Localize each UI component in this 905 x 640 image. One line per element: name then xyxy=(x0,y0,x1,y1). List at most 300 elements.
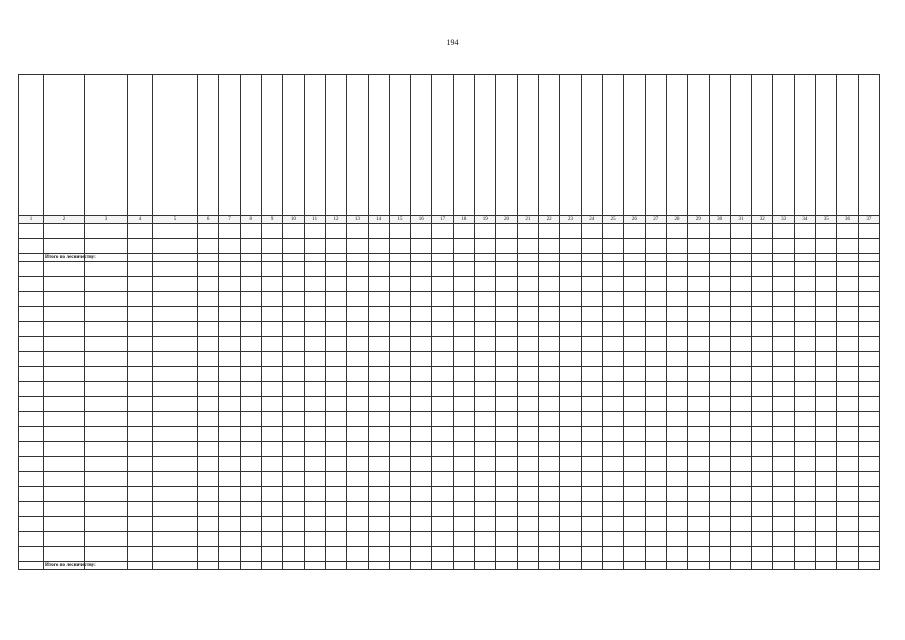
table-cell xyxy=(347,532,368,547)
table-cell xyxy=(624,307,645,322)
table-cell xyxy=(858,412,879,427)
table-cell xyxy=(304,239,325,254)
table-cell xyxy=(261,487,282,502)
table-cell xyxy=(368,487,389,502)
table-cell xyxy=(666,472,687,487)
table-cell xyxy=(730,367,751,382)
table-cell xyxy=(240,517,261,532)
table-cell xyxy=(128,292,153,307)
table-cell xyxy=(85,307,128,322)
column-number: 19 xyxy=(475,216,496,224)
table-cell xyxy=(153,562,198,570)
table-cell xyxy=(261,254,282,262)
table-cell xyxy=(389,224,410,239)
table-row xyxy=(19,517,880,532)
table-cell xyxy=(85,517,128,532)
table-cell xyxy=(666,442,687,457)
table-cell xyxy=(688,292,709,307)
table-cell xyxy=(645,322,666,337)
table-cell xyxy=(283,517,304,532)
table-cell xyxy=(44,337,85,352)
table-cell xyxy=(219,382,240,397)
table-cell xyxy=(219,239,240,254)
table-cell xyxy=(560,487,581,502)
table-cell xyxy=(347,502,368,517)
table-cell xyxy=(816,254,837,262)
table-cell xyxy=(539,547,560,562)
table-cell xyxy=(539,292,560,307)
table-cell xyxy=(858,427,879,442)
table-cell xyxy=(261,322,282,337)
table-cell xyxy=(539,337,560,352)
table-cell xyxy=(666,367,687,382)
table-cell xyxy=(602,352,623,367)
table-cell xyxy=(368,532,389,547)
table-cell xyxy=(858,442,879,457)
table-cell xyxy=(496,367,517,382)
table-cell xyxy=(389,532,410,547)
table-cell xyxy=(837,367,858,382)
table-cell xyxy=(389,322,410,337)
table-cell xyxy=(44,224,85,239)
column-number: 11 xyxy=(304,216,325,224)
table-cell xyxy=(624,337,645,352)
table-cell xyxy=(19,224,44,239)
table-cell xyxy=(325,382,346,397)
table-cell xyxy=(560,427,581,442)
table-cell xyxy=(496,472,517,487)
table-cell xyxy=(368,307,389,322)
table-cell xyxy=(773,337,794,352)
table-cell xyxy=(453,307,474,322)
table-cell xyxy=(858,517,879,532)
table-cell xyxy=(517,457,538,472)
column-number: 4 xyxy=(128,216,153,224)
column-number: 25 xyxy=(602,216,623,224)
table-cell xyxy=(283,412,304,427)
table-cell xyxy=(773,517,794,532)
table-cell xyxy=(453,502,474,517)
table-cell xyxy=(773,262,794,277)
table-cell xyxy=(496,277,517,292)
table-cell xyxy=(517,427,538,442)
table-cell xyxy=(261,262,282,277)
table-cell xyxy=(730,254,751,262)
table-cell xyxy=(752,262,773,277)
table-cell xyxy=(85,382,128,397)
table-cell xyxy=(389,254,410,262)
table-cell xyxy=(368,397,389,412)
table-cell xyxy=(44,502,85,517)
table-cell xyxy=(389,442,410,457)
table-cell xyxy=(645,502,666,517)
table-cell xyxy=(475,239,496,254)
table-cell xyxy=(560,224,581,239)
table-cell xyxy=(858,532,879,547)
table-cell xyxy=(730,307,751,322)
table-cell xyxy=(325,292,346,307)
table-cell xyxy=(411,547,432,562)
table-cell xyxy=(240,337,261,352)
table-cell xyxy=(794,262,815,277)
table-cell xyxy=(581,254,602,262)
table-cell xyxy=(453,457,474,472)
table-row xyxy=(19,397,880,412)
table-cell xyxy=(581,427,602,442)
table-cell xyxy=(432,442,453,457)
table-cell xyxy=(752,307,773,322)
table-cell xyxy=(773,472,794,487)
table-cell xyxy=(666,532,687,547)
table-cell xyxy=(816,412,837,427)
table-cell xyxy=(688,337,709,352)
table-cell xyxy=(432,562,453,570)
table-cell xyxy=(645,442,666,457)
table-cell xyxy=(128,382,153,397)
table-cell xyxy=(347,472,368,487)
table-cell xyxy=(645,472,666,487)
table-cell xyxy=(85,292,128,307)
table-cell xyxy=(794,254,815,262)
table-cell xyxy=(517,292,538,307)
table-cell: Итого по лесничеству: xyxy=(45,255,96,260)
table-cell xyxy=(560,262,581,277)
table-cell xyxy=(730,412,751,427)
table-cell xyxy=(709,352,730,367)
table-cell xyxy=(602,562,623,570)
table-cell xyxy=(773,397,794,412)
table-cell xyxy=(837,239,858,254)
table-cell xyxy=(539,254,560,262)
table-cell xyxy=(475,487,496,502)
table-cell xyxy=(389,277,410,292)
table-cell xyxy=(19,412,44,427)
table-cell xyxy=(19,307,44,322)
column-number: 16 xyxy=(411,216,432,224)
table-cell xyxy=(624,517,645,532)
table-cell xyxy=(475,412,496,427)
table-cell xyxy=(752,547,773,562)
table-cell xyxy=(432,239,453,254)
table-cell xyxy=(666,412,687,427)
table-cell xyxy=(240,262,261,277)
table-cell xyxy=(837,292,858,307)
table-cell xyxy=(219,427,240,442)
table-cell xyxy=(368,502,389,517)
table-cell xyxy=(347,337,368,352)
table-cell xyxy=(560,277,581,292)
table-cell xyxy=(128,337,153,352)
table-cell xyxy=(453,487,474,502)
table-cell xyxy=(347,307,368,322)
table-cell xyxy=(560,239,581,254)
table-cell xyxy=(837,307,858,322)
table-row xyxy=(19,532,880,547)
table-cell xyxy=(368,517,389,532)
column-number: 34 xyxy=(794,216,815,224)
column-number: 5 xyxy=(153,216,198,224)
table-cell xyxy=(432,367,453,382)
table-cell xyxy=(347,254,368,262)
table-cell xyxy=(581,262,602,277)
table-cell xyxy=(19,487,44,502)
table-cell xyxy=(219,277,240,292)
table-cell xyxy=(709,322,730,337)
table-cell xyxy=(153,517,198,532)
table-cell xyxy=(602,487,623,502)
column-number: 28 xyxy=(666,216,687,224)
column-number: 30 xyxy=(709,216,730,224)
table-cell xyxy=(453,517,474,532)
table-cell xyxy=(773,292,794,307)
table-cell xyxy=(128,457,153,472)
table-cell xyxy=(432,427,453,442)
table-cell xyxy=(325,457,346,472)
table-cell xyxy=(602,547,623,562)
table-cell xyxy=(794,472,815,487)
table-cell xyxy=(304,292,325,307)
table-cell xyxy=(128,397,153,412)
table-cell xyxy=(453,547,474,562)
table-cell xyxy=(389,239,410,254)
table-cell xyxy=(347,412,368,427)
table-cell xyxy=(368,547,389,562)
table-cell xyxy=(560,352,581,367)
table-cell xyxy=(709,487,730,502)
table-cell xyxy=(389,337,410,352)
table-cell xyxy=(602,427,623,442)
table-cell xyxy=(261,547,282,562)
table-cell xyxy=(517,517,538,532)
table-cell xyxy=(794,547,815,562)
table-cell xyxy=(325,307,346,322)
table-cell xyxy=(645,397,666,412)
table-cell xyxy=(389,397,410,412)
table-cell xyxy=(44,532,85,547)
total-row xyxy=(19,562,880,570)
table-cell xyxy=(219,337,240,352)
table-cell xyxy=(816,562,837,570)
table-cell xyxy=(453,224,474,239)
table-cell xyxy=(794,427,815,442)
table-cell xyxy=(581,442,602,457)
table-cell xyxy=(325,412,346,427)
table-cell xyxy=(666,562,687,570)
table-cell xyxy=(496,382,517,397)
table-cell xyxy=(283,307,304,322)
table-cell xyxy=(730,292,751,307)
table-cell xyxy=(389,562,410,570)
table-cell xyxy=(752,224,773,239)
table-cell xyxy=(44,277,85,292)
table-cell xyxy=(389,412,410,427)
table-cell xyxy=(453,367,474,382)
table-cell xyxy=(347,397,368,412)
table-cell xyxy=(773,322,794,337)
table-cell xyxy=(19,442,44,457)
table-cell xyxy=(261,517,282,532)
table-cell xyxy=(837,472,858,487)
column-number: 21 xyxy=(517,216,538,224)
table-cell xyxy=(153,547,198,562)
table-cell xyxy=(240,502,261,517)
table-cell xyxy=(602,337,623,352)
table-cell xyxy=(624,382,645,397)
table-cell xyxy=(539,224,560,239)
table-cell xyxy=(240,472,261,487)
table-cell xyxy=(645,487,666,502)
table-cell xyxy=(153,502,198,517)
table-cell xyxy=(517,442,538,457)
table-cell xyxy=(794,532,815,547)
table-cell xyxy=(688,562,709,570)
table-cell xyxy=(666,322,687,337)
table-cell xyxy=(347,224,368,239)
table-cell xyxy=(198,547,219,562)
table-cell xyxy=(688,487,709,502)
table-cell xyxy=(773,502,794,517)
table-cell xyxy=(198,307,219,322)
table-cell xyxy=(688,427,709,442)
column-number: 18 xyxy=(453,216,474,224)
table-cell xyxy=(730,427,751,442)
table-cell xyxy=(752,254,773,262)
table-cell xyxy=(794,502,815,517)
table-cell xyxy=(368,292,389,307)
table-cell xyxy=(709,337,730,352)
table-cell xyxy=(283,292,304,307)
table-cell xyxy=(539,532,560,547)
table-cell xyxy=(432,337,453,352)
table-cell xyxy=(539,502,560,517)
table-cell xyxy=(581,277,602,292)
table-cell xyxy=(837,254,858,262)
table-cell xyxy=(44,517,85,532)
table-cell xyxy=(153,397,198,412)
table-cell xyxy=(773,427,794,442)
table-cell xyxy=(816,277,837,292)
table-cell xyxy=(645,427,666,442)
table-cell xyxy=(816,224,837,239)
table-cell xyxy=(602,442,623,457)
table-cell xyxy=(837,487,858,502)
table-cell xyxy=(85,337,128,352)
table-cell xyxy=(85,277,128,292)
table-cell xyxy=(44,239,85,254)
table-cell xyxy=(347,382,368,397)
table-cell xyxy=(153,262,198,277)
table-cell xyxy=(666,397,687,412)
table-cell xyxy=(645,532,666,547)
table-cell xyxy=(517,382,538,397)
table-cell xyxy=(709,224,730,239)
table-cell xyxy=(240,487,261,502)
table-cell xyxy=(709,277,730,292)
table-cell xyxy=(666,427,687,442)
table-cell xyxy=(389,487,410,502)
table-cell xyxy=(602,472,623,487)
table-cell xyxy=(645,307,666,322)
table-cell xyxy=(496,442,517,457)
table-cell xyxy=(411,224,432,239)
table-cell xyxy=(453,382,474,397)
table-cell xyxy=(19,337,44,352)
table-cell xyxy=(19,517,44,532)
table-cell xyxy=(858,239,879,254)
table-cell xyxy=(794,457,815,472)
table-cell xyxy=(858,367,879,382)
table-cell xyxy=(666,457,687,472)
table-cell xyxy=(261,382,282,397)
table-cell xyxy=(198,487,219,502)
table-cell xyxy=(837,224,858,239)
table-cell xyxy=(475,562,496,570)
table-cell xyxy=(730,532,751,547)
table-cell xyxy=(240,442,261,457)
column-number: 20 xyxy=(496,216,517,224)
table-cell xyxy=(666,262,687,277)
table-cell xyxy=(752,427,773,442)
table-cell xyxy=(645,292,666,307)
table-cell xyxy=(581,352,602,367)
table-cell xyxy=(581,292,602,307)
table-cell xyxy=(709,262,730,277)
table-cell xyxy=(709,254,730,262)
table-cell xyxy=(794,352,815,367)
table-cell xyxy=(539,562,560,570)
table-cell xyxy=(304,457,325,472)
table-cell xyxy=(581,412,602,427)
table-cell xyxy=(153,337,198,352)
table-cell xyxy=(752,277,773,292)
table-cell xyxy=(602,262,623,277)
table-cell xyxy=(752,239,773,254)
table-cell xyxy=(44,442,85,457)
table-cell xyxy=(794,412,815,427)
table-cell xyxy=(794,239,815,254)
table-cell xyxy=(581,397,602,412)
table-cell xyxy=(858,337,879,352)
table-cell xyxy=(539,457,560,472)
table-cell xyxy=(581,322,602,337)
table-cell xyxy=(44,412,85,427)
column-number: 7 xyxy=(219,216,240,224)
table-cell xyxy=(240,322,261,337)
table-cell xyxy=(517,412,538,427)
table-cell xyxy=(837,277,858,292)
table-cell xyxy=(85,262,128,277)
table-cell xyxy=(453,254,474,262)
table-cell xyxy=(475,517,496,532)
table-cell xyxy=(453,239,474,254)
table-cell xyxy=(816,262,837,277)
table-cell xyxy=(389,292,410,307)
table-cell xyxy=(858,307,879,322)
table-cell xyxy=(730,397,751,412)
table-cell xyxy=(475,307,496,322)
table-cell xyxy=(325,517,346,532)
table-cell xyxy=(347,457,368,472)
table-row xyxy=(19,307,880,322)
table-cell xyxy=(602,517,623,532)
table-cell xyxy=(128,277,153,292)
table-cell xyxy=(368,322,389,337)
table-cell xyxy=(219,547,240,562)
table-cell xyxy=(816,352,837,367)
table-cell xyxy=(517,337,538,352)
table-cell xyxy=(645,412,666,427)
table-cell xyxy=(645,457,666,472)
